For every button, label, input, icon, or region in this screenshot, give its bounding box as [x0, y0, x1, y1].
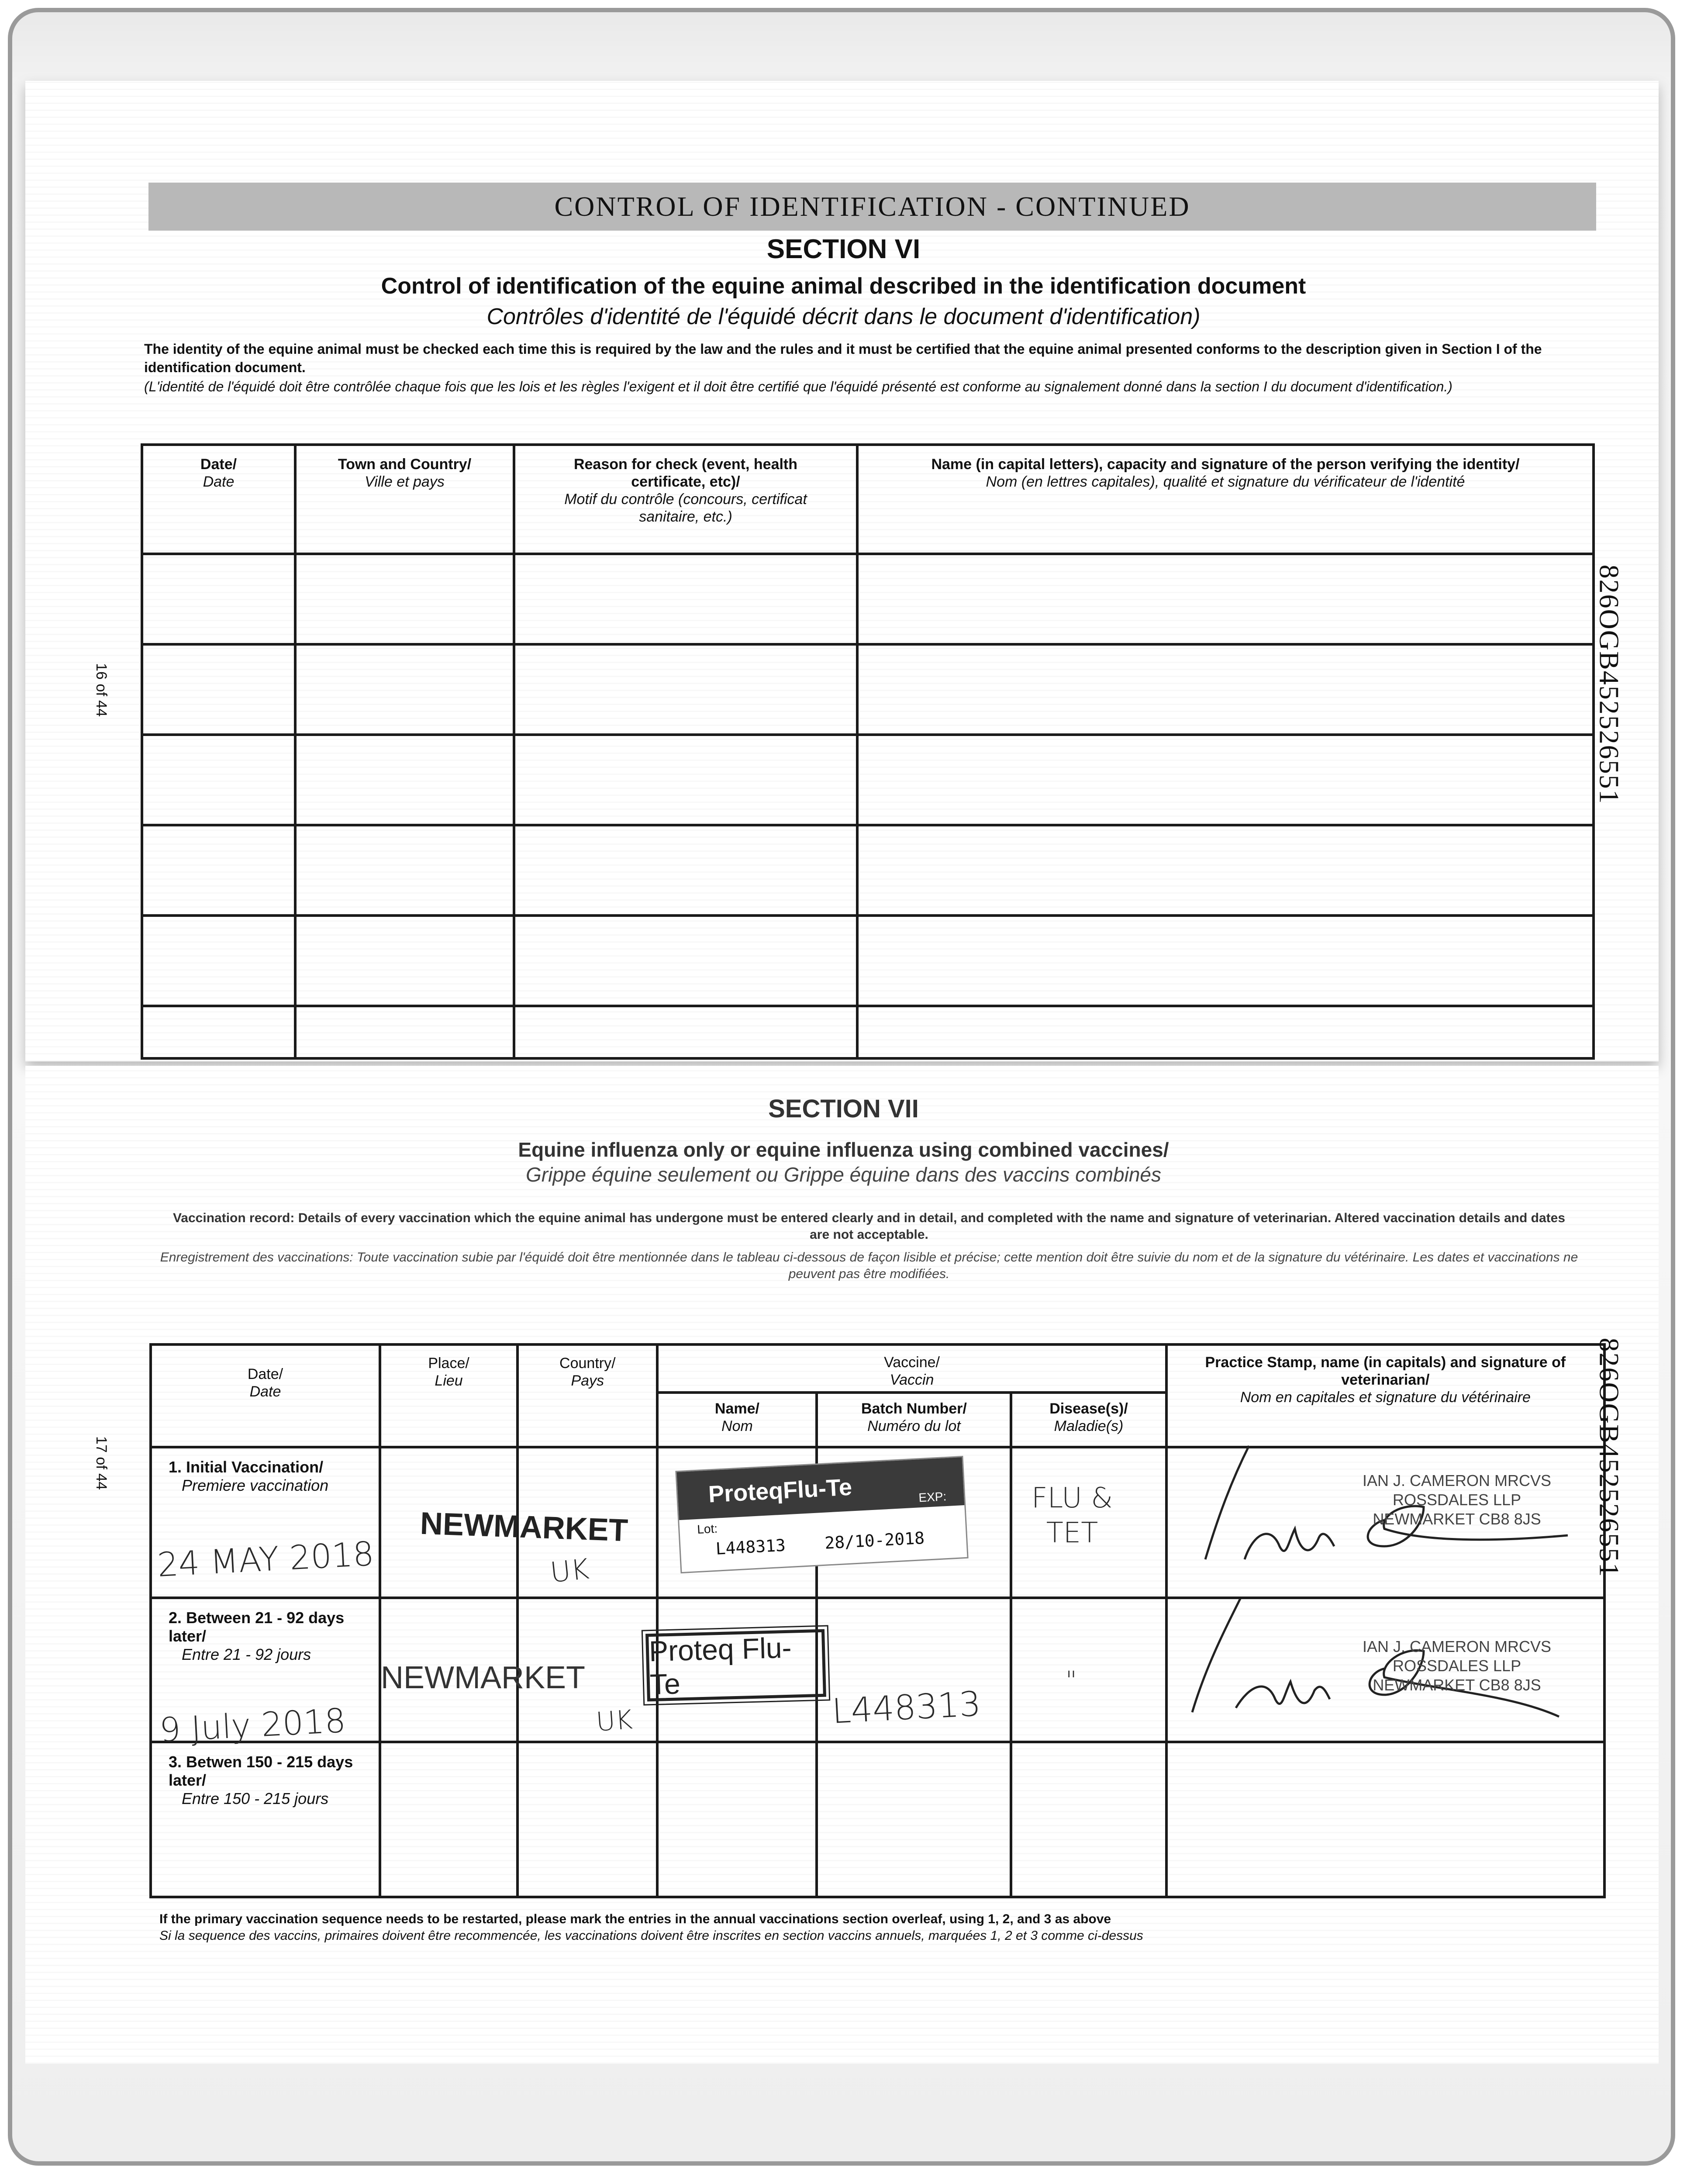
- date-cell[interactable]: [142, 644, 295, 735]
- header-date: Date/ Date: [142, 445, 295, 554]
- table-row: [142, 644, 1594, 735]
- section-vii-title-fr: Grippe équine seulement ou Grippe équine dans des vaccins combinés: [526, 1163, 1161, 1186]
- town-cell[interactable]: [295, 735, 514, 825]
- country-cell[interactable]: [517, 1742, 657, 1897]
- verifier-cell[interactable]: [857, 735, 1594, 825]
- header-vaccine: Vaccine/ Vaccin: [657, 1344, 1166, 1393]
- row2-country-handwritten: UK: [595, 1704, 634, 1738]
- identity-check-table: [141, 443, 1595, 1060]
- date-cell[interactable]: [142, 916, 295, 1006]
- page-number-17: 17 of 44: [93, 1436, 110, 1490]
- row2-batch-handwritten: L448313: [831, 1684, 982, 1731]
- header-town-country: Town and Country/ Ville et pays: [295, 445, 514, 554]
- row-initial-vaccination: 1. Initial Vaccination/ Premiere vaccination: [151, 1447, 380, 1598]
- row1-date-handwritten: 24 MAY 2018: [156, 1534, 375, 1584]
- stamp-cell[interactable]: [1166, 1742, 1604, 1897]
- header-country: Country/ Pays: [517, 1344, 657, 1447]
- sticker-exp-label: EXP:: [918, 1489, 947, 1505]
- date-cell[interactable]: [142, 735, 295, 825]
- table-row: [142, 554, 1594, 644]
- table-row: [151, 1742, 1604, 1897]
- date-cell[interactable]: [142, 825, 295, 916]
- table-row: [142, 735, 1594, 825]
- section-vii-heading: SECTION VII: [768, 1095, 919, 1123]
- header-vaccine-name: Name/ Nom: [657, 1393, 817, 1447]
- section-vii-title-en: Equine influenza only or equine influenza using combined vaccines/: [518, 1138, 1169, 1161]
- header-reason: Reason for check (event, health certificate, etc)/ Motif du contrôle (concours, certificat sanitaire, etc.): [514, 445, 857, 554]
- vaccination-record-en: Vaccination record: Details of every vaccination which the equine animal has undergone must be entered clearly and in detail, and completed with the name and signature of veterinarian. Altered vaccination details and dates are not acceptable.: [172, 1211, 1566, 1242]
- town-cell[interactable]: [295, 554, 514, 644]
- section-banner: CONTROL OF IDENTIFICATION - CONTINUED: [148, 183, 1596, 231]
- verifier-cell[interactable]: [857, 825, 1594, 916]
- footnote-en: If the primary vaccination sequence needs to be restarted, please mark the entries in the annual vaccinations section overleaf, using 1, 2, and 3 as above: [159, 1912, 1111, 1926]
- identity-instructions-en: The identity of the equine animal must be checked each time this is required by the law and the rules and it must be certified that the equine animal presented conforms to the description given in Section I of the identification document.: [144, 341, 1542, 375]
- sticker-lot-number: L448313: [715, 1535, 786, 1559]
- reason-cell[interactable]: [514, 554, 857, 644]
- row2-disease-ditto: ": [1066, 1666, 1077, 1695]
- town-cell[interactable]: [295, 916, 514, 1006]
- town-cell[interactable]: [295, 825, 514, 916]
- header-batch-number: Batch Number/ Numéro du lot: [817, 1393, 1011, 1447]
- row1-place-stamp: NEWMARKET: [419, 1506, 629, 1548]
- section-vi-title-en: Control of identification of the equine animal described in the identification document: [381, 273, 1306, 299]
- sticker-lot-label: Lot:: [697, 1521, 718, 1536]
- header-vacc-date: Date/ Date: [151, 1344, 380, 1447]
- header-verifier: Name (in capital letters), capacity and signature of the person verifying the identity/ Nom (en lettres capitales), qualité et signature du vérificateur de l'identité: [857, 445, 1594, 554]
- town-cell[interactable]: [295, 644, 514, 735]
- row2-vet-stamp: IAN J. CAMERON MRCVS ROSSDALES LLP NEWMARKET CB8 8JS: [1363, 1638, 1552, 1694]
- header-diseases: Disease(s)/ Maladie(s): [1011, 1393, 1166, 1447]
- header-place: Place/ Lieu: [380, 1344, 517, 1447]
- row-third-vaccination: 3. Betwen 150 - 215 days later/ Entre 150 - 215 jours: [151, 1742, 380, 1897]
- disease-cell[interactable]: [1011, 1742, 1166, 1897]
- footnote-fr: Si la sequence des vaccins, primaires doivent être recommencée, les vaccinations doivent être inscrites en section vaccins annuels, marquées 1, 2 et 3 comme ci-dessus: [159, 1928, 1143, 1943]
- row2-vaccine-name-stamp: Proteq Flu-Te: [645, 1629, 826, 1702]
- row2-date-handwritten: 9 July 2018: [158, 1700, 347, 1750]
- row1-vet-stamp: IAN J. CAMERON MRCVS ROSSDALES LLP NEWMARKET CB8 8JS: [1363, 1472, 1552, 1528]
- disease-cell[interactable]: [1011, 1598, 1166, 1742]
- vaccine-batch-sticker: [675, 1456, 968, 1573]
- document-number-bottom: 826OGB452526551: [1594, 1337, 1625, 1578]
- vaccination-record-fr: Enregistrement des vaccinations: Toute vaccination subie par l'équidé doit être mentionnée dans le tableau ci-dessous de façon lisible et précise; cette mention doit être suivie du nom et de la signature du vétérinaire. Les dates et vaccinations ne peuvent pas être modifiées.: [160, 1250, 1578, 1281]
- row1-disease-handwritten: FLU & TET: [1031, 1482, 1113, 1549]
- sticker-brand: ProteqFlu-Te: [676, 1457, 964, 1520]
- identity-instructions-fr: (L'identité de l'équidé doit être contrôlée chaque fois que les lois et les règles l'exigent et il doit être certifié que l'équidé présenté est conforme au signalement donné dans la section I du document d'identification.): [144, 379, 1452, 394]
- sticker-expiry: 28/10-2018: [824, 1528, 925, 1553]
- table-row: [142, 1006, 1594, 1058]
- section-vi-heading: SECTION VI: [766, 234, 921, 264]
- verifier-cell[interactable]: [857, 1006, 1594, 1058]
- batch-cell[interactable]: [817, 1742, 1011, 1897]
- place-cell[interactable]: [380, 1742, 517, 1897]
- page-number-16: 16 of 44: [93, 663, 110, 717]
- row2-place-stamp: NEWMARKET: [381, 1660, 585, 1695]
- row-second-vaccination: 2. Between 21 - 92 days later/ Entre 21 - 92 jours: [151, 1598, 380, 1742]
- section-vi-title-fr: Contrôles d'identité de l'équidé décrit dans le document d'identification): [486, 304, 1201, 329]
- date-cell[interactable]: [142, 554, 295, 644]
- verifier-cell[interactable]: [857, 554, 1594, 644]
- town-cell[interactable]: [295, 1006, 514, 1058]
- reason-cell[interactable]: [514, 825, 857, 916]
- table-row: [142, 825, 1594, 916]
- reason-cell[interactable]: [514, 735, 857, 825]
- row1-country-handwritten: UK: [549, 1553, 591, 1590]
- verifier-cell[interactable]: [857, 916, 1594, 1006]
- date-cell[interactable]: [142, 1006, 295, 1058]
- reason-cell[interactable]: [514, 644, 857, 735]
- document-number-top: 826OGB452526551: [1594, 564, 1625, 805]
- verifier-cell[interactable]: [857, 644, 1594, 735]
- reason-cell[interactable]: [514, 1006, 857, 1058]
- reason-cell[interactable]: [514, 916, 857, 1006]
- header-practice-stamp: Practice Stamp, name (in capitals) and signature of veterinarian/ Nom en capitales et signature du vétérinaire: [1166, 1344, 1604, 1447]
- vaccine-name-cell[interactable]: [657, 1742, 817, 1897]
- table-row: [142, 916, 1594, 1006]
